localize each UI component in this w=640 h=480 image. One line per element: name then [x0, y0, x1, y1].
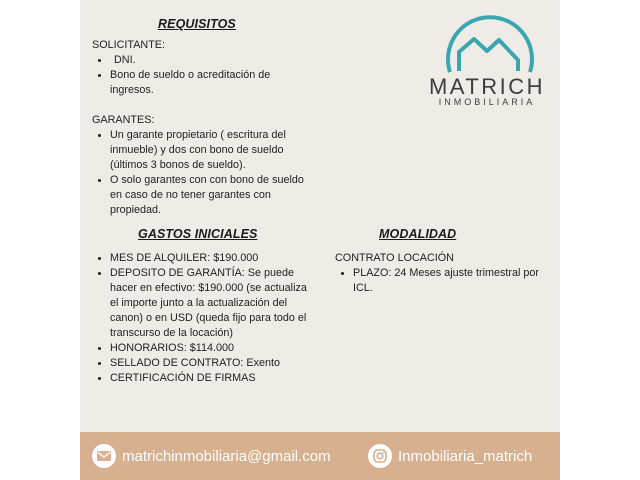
- modalidad-list: [335, 266, 560, 296]
- logo-name: MATRICH: [428, 74, 546, 99]
- gastos-section: [92, 251, 314, 386]
- list-item: • PLAZO: 24 Meses ajuste trimestral por ICL.: [353, 266, 560, 296]
- modalidad-title: MODALIDAD: [379, 227, 457, 241]
- instagram-contact[interactable]: [368, 444, 532, 468]
- info-card: [80, 0, 560, 480]
- email-contact[interactable]: [92, 444, 331, 468]
- contrato-label: CONTRATO LOCACIÓN: [335, 252, 454, 264]
- list-item: • Bono de sueldo o acreditación de ingresos.: [110, 68, 317, 98]
- gastos-list: [92, 251, 314, 386]
- list-item: • O solo garantes con con bono de sueldo en caso de no tener garantes con propiedad.: [110, 173, 317, 218]
- list-item: • HONORARIOS: $114.000: [110, 341, 314, 356]
- requisitos-section: [92, 38, 317, 218]
- email-text[interactable]: matrichinmobiliaria@gmail.com: [122, 447, 331, 465]
- list-item: • SELLADO DE CONTRATO: Exento: [110, 356, 314, 371]
- instagram-text[interactable]: Inmobiliaria_matrich: [398, 447, 533, 465]
- house-roof-icon: [428, 14, 540, 124]
- modalidad-section: [335, 251, 560, 296]
- list-item: • Un garante propietario ( escritura del inmueble) y dos con bono de sueldo (últimos 3 bonos de sueldo).: [110, 128, 317, 173]
- envelope-icon: [92, 444, 116, 468]
- list-item: • DNI.: [110, 53, 317, 68]
- garantes-label: GARANTES:: [92, 114, 155, 126]
- solicitante-label: SOLICITANTE:: [92, 39, 165, 51]
- logo-subtitle: INMOBILIARIA: [438, 97, 536, 107]
- list-item: • MES DE ALQUILER: $190.000: [110, 251, 314, 266]
- instagram-icon: [368, 444, 392, 468]
- garantes-list: [92, 128, 317, 218]
- list-item: • DEPOSITO DE GARANTÍA: Se puede hacer en efectivo: $190.000 (se actualiza el importe junto a la actualización del canon) o en USD (queda fijo para todo el transcurso de la locación): [110, 266, 314, 341]
- contact-footer: [80, 432, 560, 480]
- gastos-title: GASTOS INICIALES: [138, 227, 258, 241]
- solicitante-list: [92, 53, 317, 98]
- list-item: • CERTIFICACIÓN DE FIRMAS: [110, 371, 314, 386]
- requisitos-title: REQUISITOS: [158, 17, 236, 31]
